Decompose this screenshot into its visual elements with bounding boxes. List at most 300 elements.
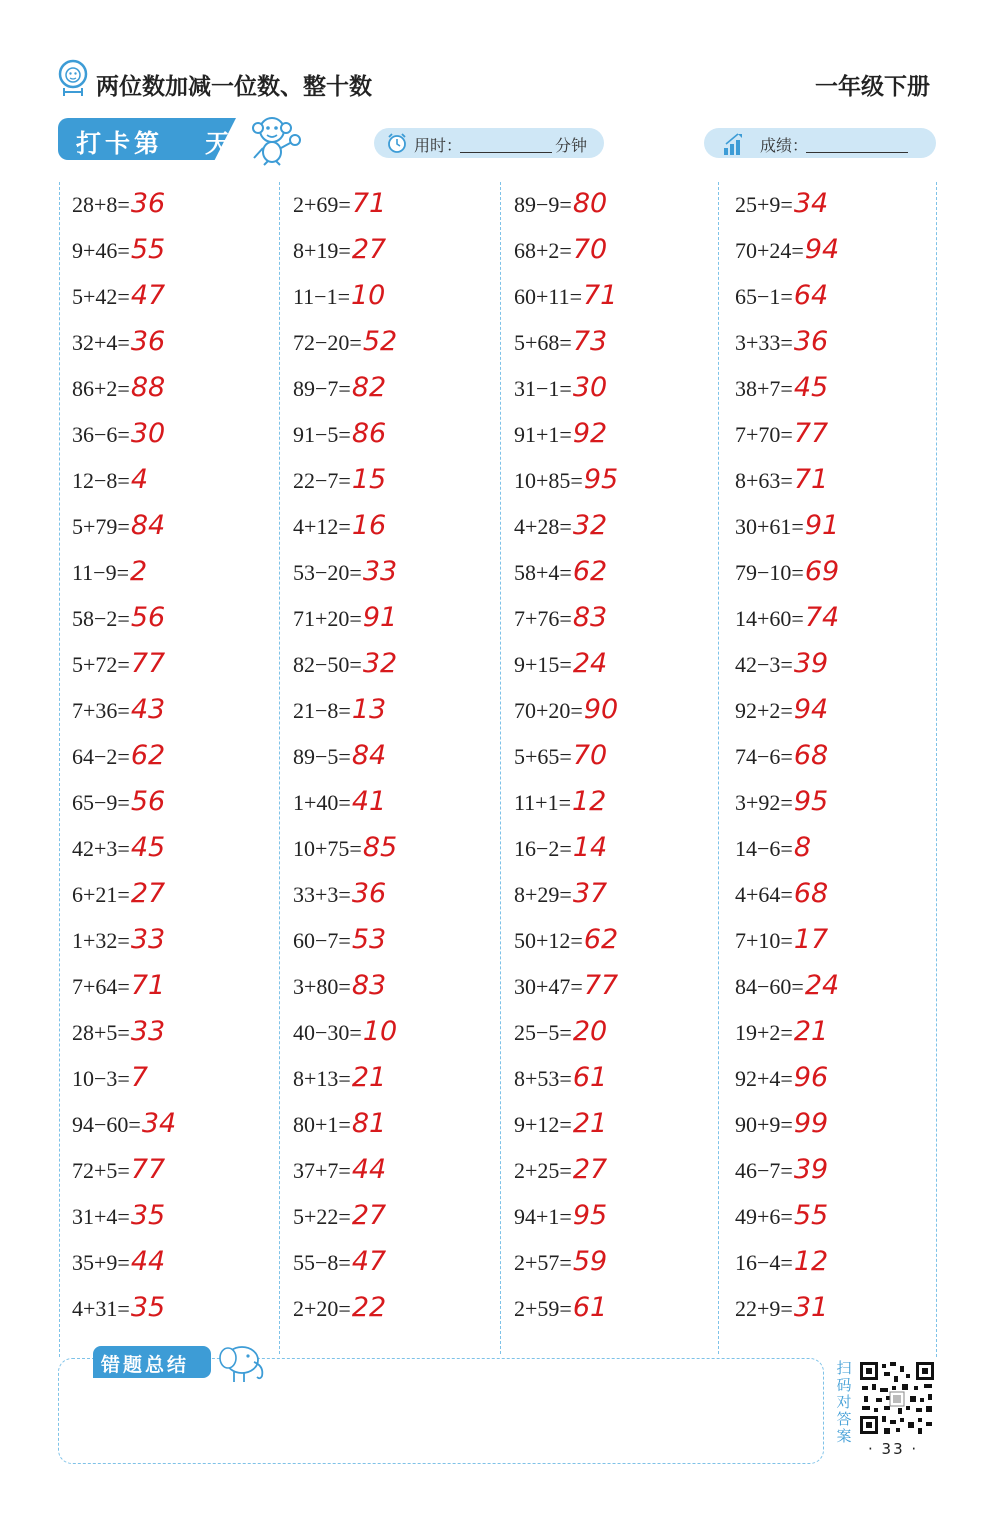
- problem-row: [735, 1102, 935, 1148]
- problem-question: 72−20=: [293, 330, 362, 355]
- handwritten-answer[interactable]: 36: [793, 326, 829, 357]
- problem-row: [514, 274, 714, 320]
- problem-equation: [514, 234, 607, 265]
- problem-equation: [514, 832, 607, 863]
- problem-equation: [735, 602, 839, 633]
- mistakes-label: 错题总结: [101, 1354, 190, 1376]
- handwritten-answer[interactable]: 91: [362, 602, 398, 633]
- problem-question: 91−5=: [293, 422, 351, 447]
- problem-question: 5+68=: [514, 330, 572, 355]
- problem-equation: [514, 602, 607, 633]
- handwritten-answer[interactable]: 39: [793, 1154, 829, 1185]
- problem-question: 89−9=: [514, 192, 572, 217]
- handwritten-answer[interactable]: 95: [583, 464, 619, 495]
- problem-question: 91+1=: [514, 422, 572, 447]
- problem-equation: [293, 1062, 386, 1093]
- problem-question: 8+63=: [735, 468, 793, 493]
- problem-row: [514, 1102, 714, 1148]
- handwritten-answer[interactable]: 64: [793, 280, 829, 311]
- problem-row: [735, 596, 935, 642]
- handwritten-answer[interactable]: 39: [793, 648, 829, 679]
- problem-question: 5+42=: [72, 284, 130, 309]
- problem-equation: [293, 1246, 386, 1277]
- handwritten-answer[interactable]: 71: [351, 188, 387, 219]
- problem-row: [735, 1194, 935, 1240]
- problem-question: 3+92=: [735, 790, 793, 815]
- handwritten-answer[interactable]: 80: [572, 188, 608, 219]
- handwritten-answer[interactable]: 84: [130, 510, 166, 541]
- problem-row: [735, 458, 935, 504]
- problem-row: [72, 1148, 272, 1194]
- problem-row: [514, 182, 714, 228]
- problem-question: 4+28=: [514, 514, 572, 539]
- problem-row: [735, 228, 935, 274]
- problem-question: 71+20=: [293, 606, 362, 631]
- problem-row: [293, 596, 493, 642]
- problem-question: 12−8=: [72, 468, 130, 493]
- problem-equation: [735, 234, 839, 265]
- problem-question: 10+85=: [514, 468, 583, 493]
- problem-row: [72, 1010, 272, 1056]
- handwritten-answer[interactable]: 47: [130, 280, 166, 311]
- problem-question: 90+9=: [735, 1112, 793, 1137]
- handwritten-answer[interactable]: 92: [572, 418, 608, 449]
- problem-question: 5+79=: [72, 514, 130, 539]
- problem-question: 35+9=: [72, 1250, 130, 1275]
- handwritten-answer[interactable]: 7: [130, 1062, 149, 1093]
- problem-question: 86+2=: [72, 376, 130, 401]
- scan-caption: 扫码对答案: [836, 1359, 852, 1445]
- problem-row: [72, 872, 272, 918]
- problem-row: [293, 228, 493, 274]
- problem-row: [72, 182, 272, 228]
- handwritten-answer[interactable]: 36: [351, 878, 387, 909]
- problem-equation: [293, 832, 397, 863]
- handwritten-answer[interactable]: 73: [572, 326, 608, 357]
- handwritten-answer[interactable]: 94: [793, 694, 829, 725]
- problem-row: [514, 642, 714, 688]
- problem-question: 94+1=: [514, 1204, 572, 1229]
- handwritten-answer[interactable]: 8: [793, 832, 812, 863]
- handwritten-answer[interactable]: 30: [130, 418, 166, 449]
- handwritten-answer[interactable]: 91: [804, 510, 840, 541]
- problem-row: [72, 734, 272, 780]
- problem-question: 19+2=: [735, 1020, 793, 1045]
- handwritten-answer[interactable]: 45: [130, 832, 166, 863]
- handwritten-answer[interactable]: 68: [793, 878, 829, 909]
- problem-question: 7+36=: [72, 698, 130, 723]
- problem-equation: [72, 786, 165, 817]
- problem-equation: [293, 602, 397, 633]
- problem-row: [293, 1148, 493, 1194]
- handwritten-answer[interactable]: 33: [130, 924, 166, 955]
- problem-row: [293, 688, 493, 734]
- handwritten-answer[interactable]: 36: [130, 326, 166, 357]
- handwritten-answer[interactable]: 77: [583, 970, 619, 1001]
- problem-row: [293, 274, 493, 320]
- problem-row: [514, 734, 714, 780]
- time-blank[interactable]: [460, 152, 552, 153]
- problem-equation: [72, 1246, 165, 1277]
- handwritten-answer[interactable]: 4: [130, 464, 149, 495]
- problem-question: 65−9=: [72, 790, 130, 815]
- handwritten-answer[interactable]: 15: [351, 464, 387, 495]
- handwritten-answer[interactable]: 13: [351, 694, 387, 725]
- problem-equation: [72, 280, 165, 311]
- problem-question: 16−4=: [735, 1250, 793, 1275]
- problem-question: 60−7=: [293, 928, 351, 953]
- handwritten-answer[interactable]: 10: [362, 1016, 398, 1047]
- score-blank[interactable]: [806, 152, 908, 153]
- problem-row: [735, 1056, 935, 1102]
- handwritten-answer[interactable]: 41: [351, 786, 387, 817]
- problem-equation: [735, 1246, 828, 1277]
- problem-equation: [72, 694, 165, 725]
- handwritten-answer[interactable]: 24: [572, 648, 608, 679]
- handwritten-answer[interactable]: 83: [572, 602, 608, 633]
- handwritten-answer[interactable]: 27: [130, 878, 166, 909]
- problem-equation: [72, 648, 165, 679]
- problem-equation: [735, 1016, 828, 1047]
- column-divider: [59, 182, 60, 1357]
- problem-row: [293, 504, 493, 550]
- handwritten-answer[interactable]: 69: [804, 556, 840, 587]
- handwritten-answer[interactable]: 43: [130, 694, 166, 725]
- handwritten-answer[interactable]: 12: [572, 786, 607, 817]
- problem-question: 84−60=: [735, 974, 804, 999]
- problem-row: [72, 780, 272, 826]
- problem-equation: [293, 1154, 386, 1185]
- problem-question: 5+22=: [293, 1204, 351, 1229]
- problem-column-4: [735, 182, 935, 1332]
- problem-question: 55−8=: [293, 1250, 351, 1275]
- problem-equation: [514, 740, 607, 771]
- problem-equation: [514, 280, 617, 311]
- problem-equation: [735, 418, 828, 449]
- problem-row: [293, 412, 493, 458]
- handwritten-answer[interactable]: 21: [572, 1108, 608, 1139]
- problem-row: [293, 964, 493, 1010]
- problem-row: [72, 1102, 272, 1148]
- handwritten-answer[interactable]: 77: [130, 1154, 166, 1185]
- handwritten-answer[interactable]: 84: [351, 740, 387, 771]
- problem-row: [514, 918, 714, 964]
- problem-row: [72, 918, 272, 964]
- problem-row: [72, 366, 272, 412]
- time-label: 用时：: [414, 136, 463, 155]
- handwritten-answer[interactable]: 99: [793, 1108, 829, 1139]
- problem-equation: [735, 556, 839, 587]
- problem-question: 2+69=: [293, 192, 351, 217]
- problem-row: [514, 504, 714, 550]
- problem-equation: [735, 280, 828, 311]
- problem-row: [72, 1286, 272, 1332]
- problem-row: [735, 366, 935, 412]
- handwritten-answer[interactable]: 77: [793, 418, 829, 449]
- handwritten-answer[interactable]: 21: [793, 1016, 829, 1047]
- problem-equation: [735, 510, 839, 541]
- problem-equation: [293, 924, 386, 955]
- handwritten-answer[interactable]: 34: [141, 1108, 177, 1139]
- problem-row: [72, 274, 272, 320]
- handwritten-answer[interactable]: 88: [130, 372, 166, 403]
- handwritten-answer[interactable]: 36: [130, 188, 166, 219]
- handwritten-answer[interactable]: 2: [130, 556, 148, 587]
- problem-row: [514, 1194, 714, 1240]
- problem-question: 25+9=: [735, 192, 793, 217]
- handwritten-answer[interactable]: 61: [572, 1062, 608, 1093]
- problem-question: 8+53=: [514, 1066, 572, 1091]
- handwritten-answer[interactable]: 71: [793, 464, 829, 495]
- handwritten-answer[interactable]: 33: [130, 1016, 166, 1047]
- handwritten-answer[interactable]: 44: [130, 1246, 166, 1277]
- handwritten-answer[interactable]: 86: [351, 418, 387, 449]
- handwritten-answer[interactable]: 12: [793, 1246, 829, 1277]
- problem-equation: [293, 970, 386, 1001]
- problem-equation: [514, 1200, 607, 1231]
- handwritten-answer[interactable]: 56: [130, 786, 166, 817]
- problem-equation: [514, 970, 618, 1001]
- problem-question: 46−7=: [735, 1158, 793, 1183]
- handwritten-answer[interactable]: 52: [362, 326, 398, 357]
- problem-question: 42−3=: [735, 652, 793, 677]
- handwritten-answer[interactable]: 33: [362, 556, 398, 587]
- handwritten-answer[interactable]: 70: [572, 740, 608, 771]
- problem-row: [735, 872, 935, 918]
- problem-row: [735, 274, 935, 320]
- problem-question: 50+12=: [514, 928, 583, 953]
- problem-equation: [72, 878, 165, 909]
- problem-question: 22−7=: [293, 468, 351, 493]
- problem-row: [72, 320, 272, 366]
- problem-question: 9+15=: [514, 652, 572, 677]
- handwritten-answer[interactable]: 62: [572, 556, 608, 587]
- problem-row: [293, 826, 493, 872]
- problem-question: 7+76=: [514, 606, 572, 631]
- problem-equation: [293, 280, 385, 311]
- problem-equation: [514, 786, 606, 817]
- problem-row: [735, 412, 935, 458]
- problem-equation: [514, 1016, 607, 1047]
- problem-equation: [735, 372, 828, 403]
- problem-row: [735, 1240, 935, 1286]
- problem-equation: [293, 510, 386, 541]
- problem-equation: [72, 1016, 165, 1047]
- problem-question: 68+2=: [514, 238, 572, 263]
- problem-equation: [514, 188, 607, 219]
- problem-equation: [72, 510, 165, 541]
- problem-equation: [514, 648, 607, 679]
- handwritten-answer[interactable]: 94: [804, 234, 840, 265]
- problem-row: [293, 1102, 493, 1148]
- problem-row: [514, 826, 714, 872]
- handwritten-answer[interactable]: 16: [351, 510, 387, 541]
- problem-row: [293, 642, 493, 688]
- problem-question: 80+1=: [293, 1112, 351, 1137]
- handwritten-answer[interactable]: 27: [351, 234, 387, 265]
- handwritten-answer[interactable]: 24: [804, 970, 840, 1001]
- handwritten-answer[interactable]: 30: [572, 372, 608, 403]
- problem-question: 49+6=: [735, 1204, 793, 1229]
- problem-question: 21−8=: [293, 698, 351, 723]
- handwritten-answer[interactable]: 85: [362, 832, 398, 863]
- problem-row: [72, 412, 272, 458]
- problem-question: 10+75=: [293, 836, 362, 861]
- problem-equation: [514, 1108, 607, 1139]
- problem-equation: [735, 1200, 828, 1231]
- problem-question: 11−1=: [293, 284, 350, 309]
- handwritten-answer[interactable]: 82: [351, 372, 387, 403]
- handwritten-answer[interactable]: 71: [583, 280, 618, 311]
- problem-row: [293, 366, 493, 412]
- problem-question: 8+29=: [514, 882, 572, 907]
- problem-equation: [293, 648, 397, 679]
- handwritten-answer[interactable]: 27: [572, 1154, 608, 1185]
- problem-equation: [72, 188, 165, 219]
- problem-row: [514, 596, 714, 642]
- column-divider: [279, 182, 280, 1354]
- problem-question: 2+25=: [514, 1158, 572, 1183]
- handwritten-answer[interactable]: 74: [804, 602, 840, 633]
- handwritten-answer[interactable]: 10: [351, 280, 386, 311]
- problem-equation: [735, 878, 828, 909]
- handwritten-answer[interactable]: 37: [572, 878, 608, 909]
- handwritten-answer[interactable]: 20: [572, 1016, 608, 1047]
- problem-row: [514, 1286, 714, 1332]
- handwritten-answer[interactable]: 59: [572, 1246, 608, 1277]
- problem-question: 58−2=: [72, 606, 130, 631]
- handwritten-answer[interactable]: 21: [351, 1062, 387, 1093]
- problem-question: 5+72=: [72, 652, 130, 677]
- handwritten-answer[interactable]: 71: [130, 970, 166, 1001]
- handwritten-answer[interactable]: 44: [351, 1154, 387, 1185]
- problem-equation: [72, 556, 147, 587]
- handwritten-answer[interactable]: 34: [793, 188, 829, 219]
- problem-question: 37+7=: [293, 1158, 351, 1183]
- problem-row: [72, 504, 272, 550]
- problem-equation: [72, 418, 165, 449]
- problem-question: 70+20=: [514, 698, 583, 723]
- problem-question: 89−5=: [293, 744, 351, 769]
- problem-row: [72, 1056, 272, 1102]
- handwritten-answer[interactable]: 95: [793, 786, 829, 817]
- handwritten-answer[interactable]: 35: [130, 1200, 166, 1231]
- problem-row: [293, 1056, 493, 1102]
- handwritten-answer[interactable]: 70: [572, 234, 608, 265]
- problem-column-2: [293, 182, 493, 1332]
- problem-row: [293, 320, 493, 366]
- problem-equation: [72, 924, 165, 955]
- problem-equation: [293, 1016, 397, 1047]
- problem-column-3: [514, 182, 714, 1332]
- qr-code-icon[interactable]: [858, 1360, 936, 1436]
- problem-question: 40−30=: [293, 1020, 362, 1045]
- problem-row: [72, 688, 272, 734]
- problem-question: 1+32=: [72, 928, 130, 953]
- handwritten-answer[interactable]: 47: [351, 1246, 387, 1277]
- handwritten-answer[interactable]: 95: [572, 1200, 608, 1231]
- handwritten-answer[interactable]: 68: [793, 740, 829, 771]
- problem-question: 2+20=: [293, 1296, 351, 1321]
- problem-equation: [72, 326, 165, 357]
- handwritten-answer[interactable]: 55: [793, 1200, 829, 1231]
- handwritten-answer[interactable]: 22: [351, 1292, 387, 1323]
- problem-row: [735, 918, 935, 964]
- handwritten-answer[interactable]: 62: [583, 924, 619, 955]
- problem-question: 7+64=: [72, 974, 130, 999]
- handwritten-answer[interactable]: 17: [793, 924, 829, 955]
- problem-question: 10−3=: [72, 1066, 130, 1091]
- problem-equation: [735, 1154, 828, 1185]
- problem-row: [72, 458, 272, 504]
- problem-equation: [514, 878, 607, 909]
- handwritten-answer[interactable]: 96: [793, 1062, 829, 1093]
- handwritten-answer[interactable]: 56: [130, 602, 166, 633]
- problem-row: [514, 688, 714, 734]
- page-title: 两位数加减一位数、整十数: [96, 74, 372, 100]
- problem-equation: [514, 510, 607, 541]
- problem-question: 7+10=: [735, 928, 793, 953]
- problem-row: [514, 1240, 714, 1286]
- problem-equation: [293, 694, 386, 725]
- handwritten-answer[interactable]: 32: [362, 648, 398, 679]
- problem-row: [72, 964, 272, 1010]
- problem-equation: [514, 1062, 607, 1093]
- problem-equation: [735, 1108, 828, 1139]
- problem-equation: [514, 464, 618, 495]
- problem-question: 6+21=: [72, 882, 130, 907]
- handwritten-answer[interactable]: 83: [351, 970, 387, 1001]
- handwritten-answer[interactable]: 90: [583, 694, 619, 725]
- problem-question: 30+47=: [514, 974, 583, 999]
- handwritten-answer[interactable]: 55: [130, 234, 166, 265]
- handwritten-answer[interactable]: 62: [130, 740, 166, 771]
- problem-row: [514, 1056, 714, 1102]
- handwritten-answer[interactable]: 27: [351, 1200, 387, 1231]
- checkin-suffix: 天: [205, 129, 231, 158]
- problem-equation: [735, 1292, 828, 1323]
- handwritten-answer[interactable]: 61: [572, 1292, 608, 1323]
- problem-question: 82−50=: [293, 652, 362, 677]
- handwritten-answer[interactable]: 53: [351, 924, 387, 955]
- problem-row: [514, 228, 714, 274]
- problem-question: 2+59=: [514, 1296, 572, 1321]
- handwritten-answer[interactable]: 81: [351, 1108, 387, 1139]
- checkin-prefix: 打卡第: [76, 129, 164, 158]
- handwritten-answer[interactable]: 14: [572, 832, 608, 863]
- problem-equation: [72, 740, 165, 771]
- handwritten-answer[interactable]: 32: [572, 510, 608, 541]
- problem-question: 28+8=: [72, 192, 130, 217]
- problem-equation: [72, 832, 165, 863]
- problem-equation: [514, 1292, 607, 1323]
- column-divider: [500, 182, 501, 1354]
- problem-row: [735, 550, 935, 596]
- problem-equation: [293, 372, 386, 403]
- handwritten-answer[interactable]: 31: [793, 1292, 829, 1323]
- problem-equation: [293, 786, 386, 817]
- problem-question: 60+11=: [514, 284, 582, 309]
- problem-equation: [735, 970, 839, 1001]
- problem-equation: [735, 464, 828, 495]
- handwritten-answer[interactable]: 45: [793, 372, 829, 403]
- handwritten-answer[interactable]: 35: [130, 1292, 166, 1323]
- column-divider: [936, 182, 937, 1357]
- problem-question: 74−6=: [735, 744, 793, 769]
- handwritten-answer[interactable]: 77: [130, 648, 166, 679]
- problem-question: 2+57=: [514, 1250, 572, 1275]
- problem-question: 3+80=: [293, 974, 351, 999]
